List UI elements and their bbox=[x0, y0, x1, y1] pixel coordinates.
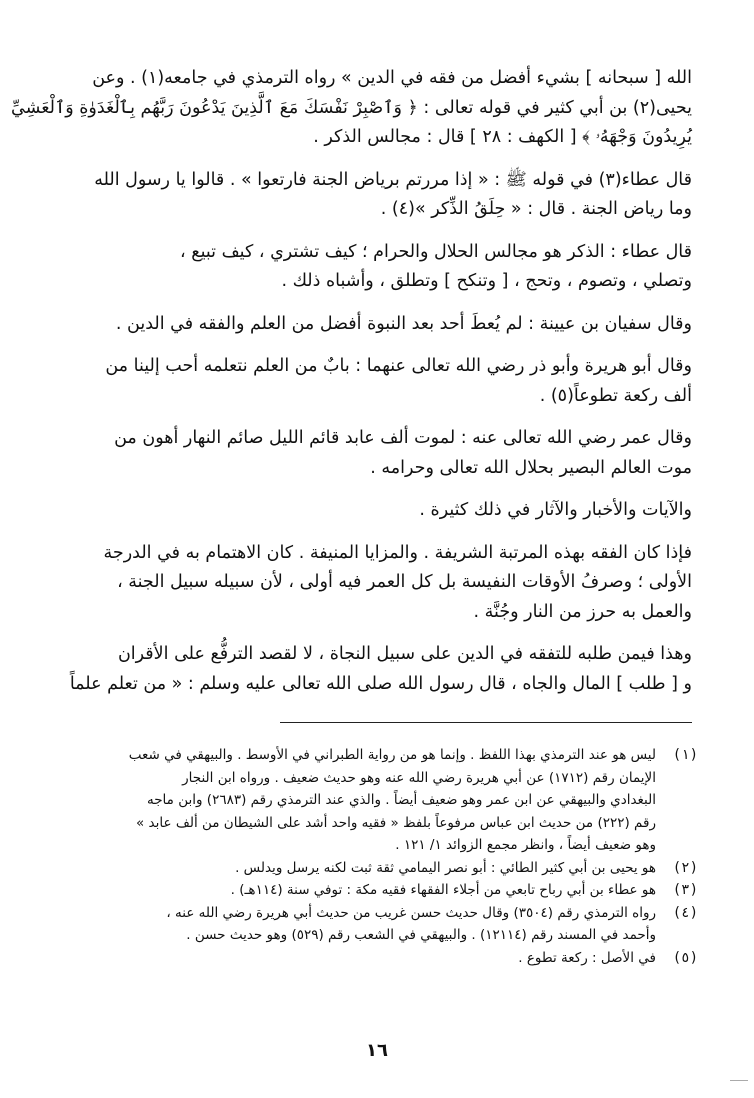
paragraph-8 bbox=[74, 539, 692, 628]
paragraph-7 bbox=[74, 496, 692, 526]
text-line: الله [ سبحانه ] بشيء أفضل من فقه في الدين » رواه الترمذي في جامعه(١) . وعن bbox=[92, 68, 692, 88]
main-text bbox=[11, 64, 692, 712]
paragraph-6 bbox=[74, 424, 692, 483]
footnote-number: (٥) bbox=[672, 949, 698, 966]
text-line: وما رياض الجنة . قال : « حِلَقُ الذِّكر »(٤) . bbox=[380, 199, 692, 219]
footnote-number: (٢) bbox=[672, 859, 698, 876]
footnote-5 bbox=[46, 947, 698, 970]
text-line: رقم (٢٢٢) من حديث ابن عباس مرفوعاً بلفظ « فقيه واحد أشد على الشيطان من ألف عابد » bbox=[136, 814, 656, 831]
text-line: والآيات والأخبار والآثار في ذلك كثيرة . bbox=[419, 500, 692, 520]
footnote-text bbox=[46, 902, 656, 947]
paragraph-1 bbox=[11, 64, 692, 153]
text-line: وقال سفيان بن عيينة : لم يُعطَ أحد بعد النبوة أفضل من العلم والفقه في الدين . bbox=[115, 313, 692, 334]
footnote-4 bbox=[46, 902, 698, 947]
text-line: فإذا كان الفقه بهذه المرتبة الشريفة . والمزايا المنيفة . كان الاهتمام به في الدرجة bbox=[103, 542, 692, 563]
footnote-text bbox=[46, 744, 656, 857]
text-line: الإيمان رقم (١٧١٢) عن أبي هريرة رضي الله عنه وهو حديث ضعيف . ورواه ابن النجار bbox=[182, 769, 656, 786]
footnote-3 bbox=[46, 879, 698, 902]
text-line: يحيى(٢) بن أبي كثير في قوله تعالى : ﴿ وَٱصْبِرْ نَفْسَكَ مَعَ ٱلَّذِينَ يَدْعُونَ رَبَّهُم بِٱلْغَدَوٰةِ وَٱلْعَشِيِّ bbox=[11, 97, 692, 118]
footnote-text bbox=[46, 947, 656, 970]
paragraph-9 bbox=[69, 640, 692, 699]
text-line: رواه الترمذي رقم (٣٥٠٤) وقال حديث حسن غريب من حديث أبي هريرة رضي الله عنه ، bbox=[166, 904, 656, 921]
text-line: وأحمد في المسند رقم (١٢١١٤) . والبيهقي في الشعب رقم (٥٢٩) وهو حديث حسن . bbox=[186, 927, 656, 943]
text-line: في الأصل : ركعة تطوع . bbox=[518, 949, 656, 966]
text-line: البغدادي والبيهقي عن ابن عمر وهو ضعيف أيضاً . والذي عند الترمذي رقم (٢٦٨٣) وابن ماجه bbox=[146, 792, 656, 808]
footnote-number: (١) bbox=[672, 747, 698, 763]
paragraph-2 bbox=[74, 166, 692, 225]
text-line: وهذا فيمن طلبه للتفقه في الدين على سبيل النجاة ، لا لقصد الترفُّع على الأقران bbox=[117, 644, 692, 664]
footnote-1 bbox=[46, 744, 698, 857]
text-line: يُرِيدُونَ وَجْهَهُۥ ﴾ [ الكهف : ٢٨ ] قال : مجالس الذكر . bbox=[313, 127, 692, 147]
text-line: ألف ركعة تطوعاً(٥) . bbox=[539, 385, 692, 406]
text-line: قال عطاء : الذكر هو مجالس الحلال والحرام ؛ كيف تشتري ، كيف تبيع ، bbox=[180, 241, 692, 262]
text-line: قال عطاء(٣) في قوله ﷺ : « إذا مررتم برياض الجنة فارتعوا » . قالوا يا رسول الله bbox=[94, 169, 692, 190]
footnote-separator bbox=[280, 722, 692, 723]
footnotes bbox=[46, 744, 698, 969]
footnote-number: (٣) bbox=[672, 882, 698, 898]
paragraph-3 bbox=[74, 238, 692, 297]
text-line: هو عطاء بن أبي رباح تابعي من أجلاء الفقهاء فقيه مكة : توفي سنة (١١٤هـ) . bbox=[230, 882, 656, 898]
text-line: وقال أبو هريرة وأبو ذر رضي الله تعالى عنهما : بابٌ من العلم نتعلمه أحب إلينا من bbox=[105, 356, 692, 376]
text-line: الأولى ؛ وصرفُ الأوقات النفيسة بل كل العمر فيه أولى ، لأن سبيله سبيل الجنة ، bbox=[117, 572, 692, 592]
footnote-text bbox=[46, 879, 656, 902]
text-line: وتصلي ، وتصوم ، وتحج ، [ وتنكح ] وتطلق ، وأشباه ذلك . bbox=[281, 271, 692, 291]
footnote-2 bbox=[46, 857, 698, 880]
text-line: والعمل به حرز من النار وجُنَّة . bbox=[473, 601, 692, 622]
paragraph-5 bbox=[74, 352, 692, 411]
scan-edge-mark bbox=[730, 1080, 748, 1081]
text-line: وقال عمر رضي الله تعالى عنه : لموت ألف عابد قائم الليل صائم النهار أهون من bbox=[114, 428, 692, 448]
text-line: هو يحيى بن أبي كثير الطائي : أبو نصر اليمامي ثقة ثبت لكنه يرسل ويدلس . bbox=[235, 859, 656, 876]
text-line: وهو ضعيف أيضاً ، وانظر مجمع الزوائد ١/ ١٢١ . bbox=[395, 837, 656, 853]
page-number: ١٦ bbox=[366, 1040, 388, 1061]
text-line: و [ طلب ] المال والجاه ، قال رسول الله صلى الله تعالى عليه وسلم : « من تعلم علماً bbox=[69, 673, 692, 694]
text-line: ليس هو عند الترمذي بهذا اللفظ . وإنما هو من رواية الطبراني في الأوسط . والبيهقي في شعب bbox=[128, 747, 656, 763]
text-line: موت العالم البصير بحلال الله تعالى وحرامه . bbox=[370, 457, 692, 478]
footnote-text bbox=[46, 857, 656, 880]
paragraph-4 bbox=[74, 310, 692, 340]
footnote-number: (٤) bbox=[672, 904, 698, 921]
